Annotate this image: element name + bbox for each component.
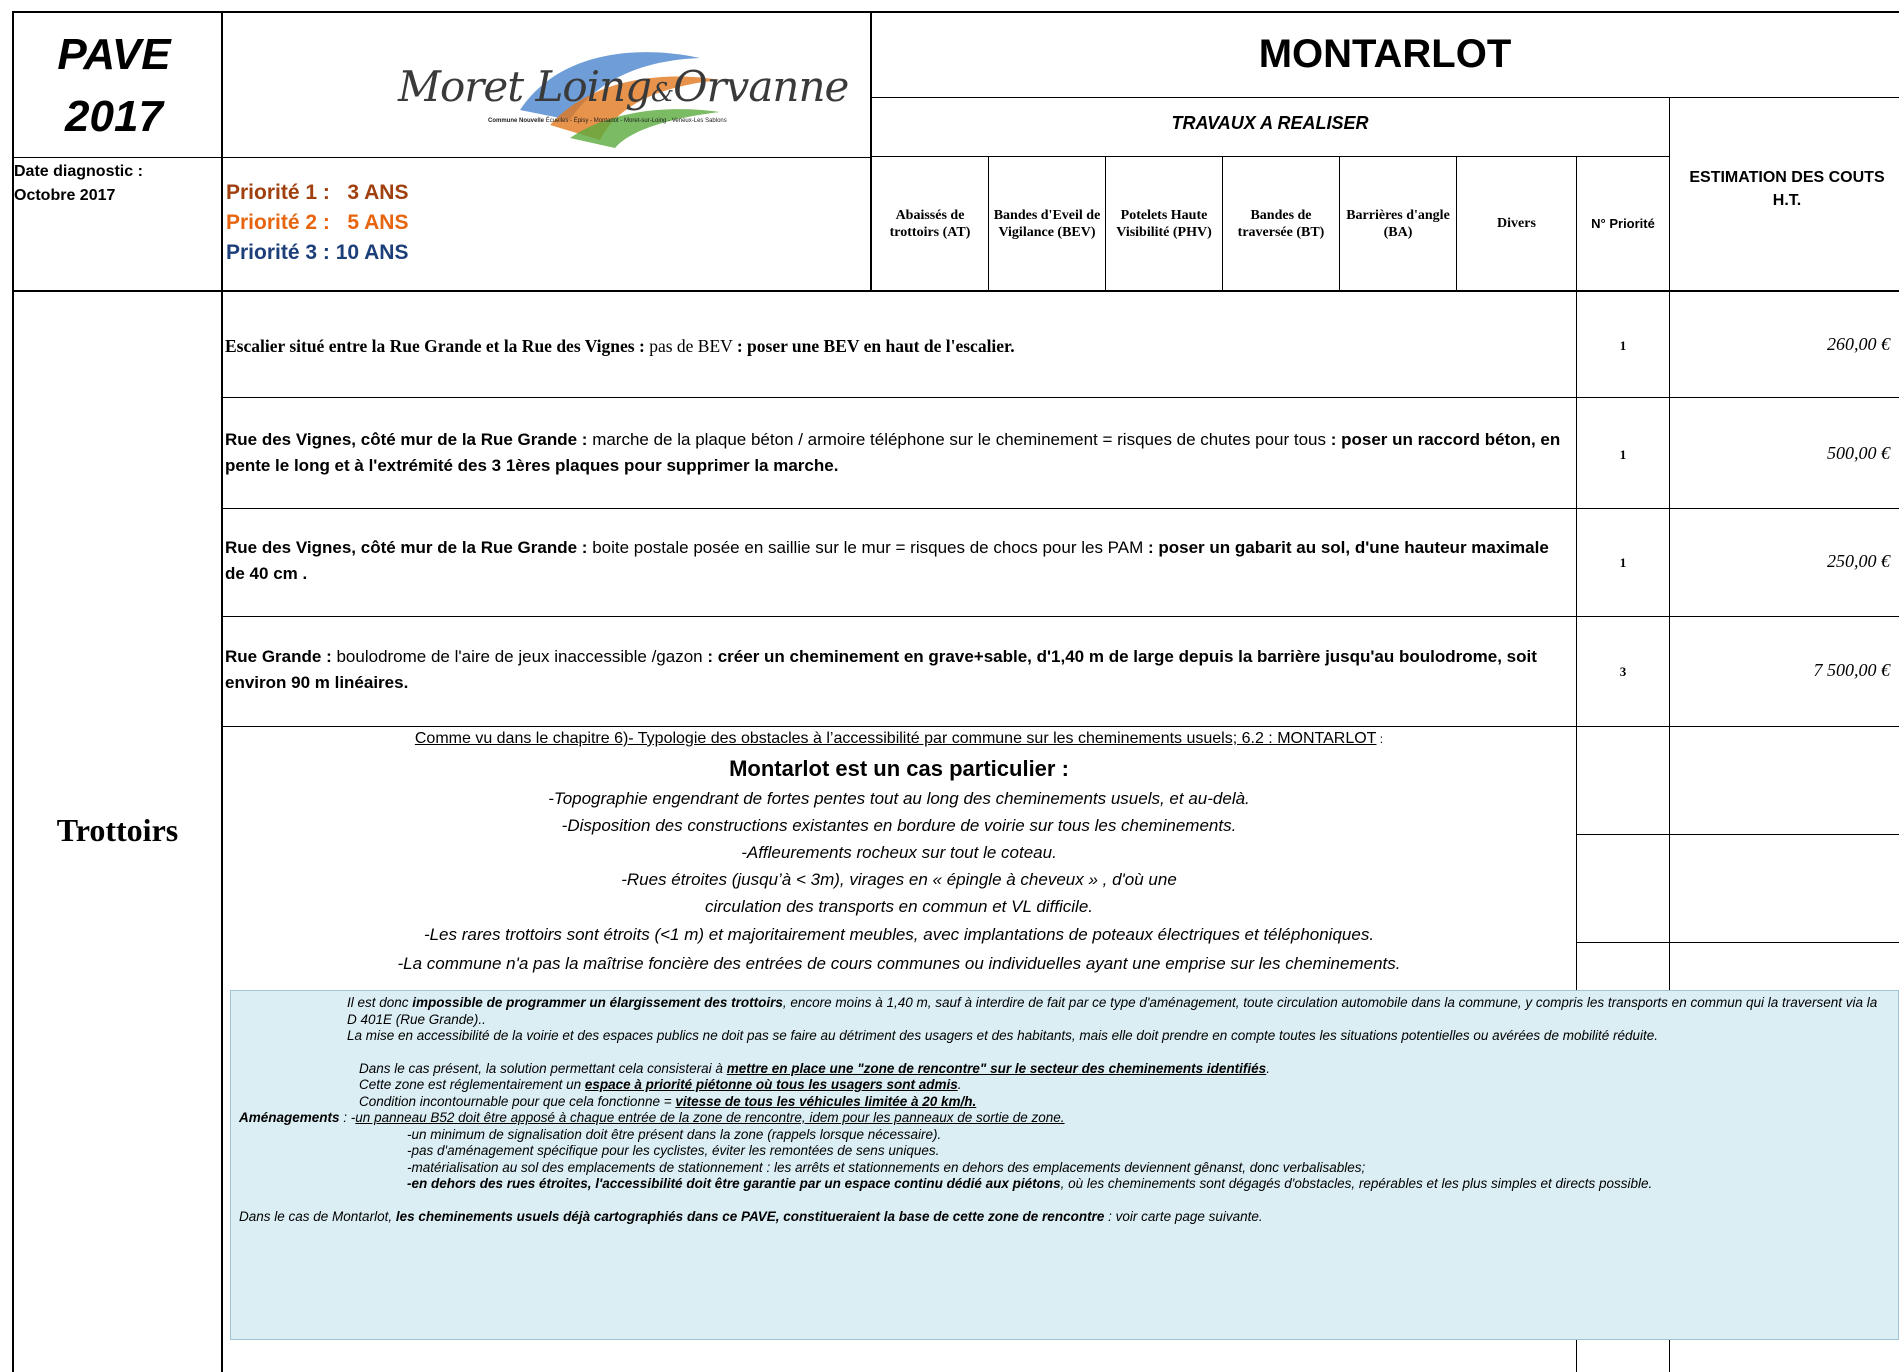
intro-heading: Montarlot est un cas particulier : [729, 756, 1069, 781]
note-paragraph: Cette zone est réglementairement un espace à priorité piétonne où tous les usagers sont admis. [359, 1077, 962, 1092]
line-under-logo [12, 157, 871, 158]
col-header-ba: Barrières d'angle (BA) [1346, 207, 1450, 240]
priority-col-left-lower [1576, 727, 1577, 990]
table-row-1-cost: 260,00 € [1827, 334, 1890, 354]
table-row-3-priority: 1 [1619, 555, 1627, 570]
row-separator [221, 726, 1899, 727]
row-separator [221, 397, 1899, 398]
logo-text-1: Moret Loing [398, 62, 651, 111]
date-value: Octobre 2017 [14, 187, 116, 204]
note-paragraph: La mise en accessibilité de la voirie et des espaces publics ne doit pas se faire au détriment des usagers et des habitants, mais elle doit prendre en compte toutes les situations potentielles ou avérées de mobilité réduite. [347, 1028, 1658, 1043]
note-list-item: -en dehors des rues étroites, l'accessibilité doit être garantie par un espace continu dédié aux piétons, où les cheminements sont dégagés d'obstacles, repérables et les plus simples et directs possible. [407, 1176, 1653, 1191]
priority-legend-2: Priorité 2 : 5 ANS [226, 211, 409, 234]
cost-title: ESTIMATION DES COUTS H.T. [1689, 169, 1885, 209]
priority-col-left-bottom [1576, 1340, 1577, 1372]
row-separator [221, 508, 1899, 509]
intro-line: -Rues étroites (jusqu’à < 3m), virages en « épingle à cheveux » , d'où une [621, 870, 1177, 889]
intro-reference: Comme vu dans le chapitre 6)- Typologie des obstacles à l’accessibilité par commune sur les cheminements usuels; 6.2 : MONTARLOT : [414, 730, 1384, 747]
table-row-3-cost: 250,00 € [1827, 551, 1890, 571]
note-spacer [239, 1045, 1890, 1061]
col-header-bt: Bandes de traversée (BT) [1237, 207, 1325, 240]
table-row-2-text: Rue des Vignes, côté mur de la Rue Grande : marche de la plaque béton / armoire téléphone sur le cheminement = risques de chutes pour tous : poser un raccord béton, en pente le long et à l'extrémité des 3 1ères plaques pour supprimer la marche. [225, 430, 1561, 475]
note-paragraph: Dans le cas de Montarlot, les cheminements usuels déjà cartographiés dans ce PAVE, constitueraient la base de cette zone de rencontre : voir carte page suivante. [239, 1208, 1263, 1224]
priority-legend-3: Priorité 3 : 10 ANS [226, 241, 409, 264]
col-header-bev: Bandes d'Eveil de Vigilance (BEV) [993, 207, 1101, 240]
logo-sub-2: Écuelles - Épisy - Montarlot - Moret-sur-Loing - Veneux-Les Sablons [545, 118, 727, 124]
table-row-3-text: Rue des Vignes, côté mur de la Rue Grande : boite postale posée en saillie sur le mur = risques de chocs pour les PAM : poser un gabarit au sol, d'une hauteur maximale de 40 cm . [225, 538, 1549, 583]
note-paragraph: Condition incontournable pour que cela fonctionne = vitesse de tous les véhicules limitée à 20 km/h. [359, 1093, 977, 1109]
logo-text-2: Orvanne [673, 62, 849, 111]
intro-line: -Disposition des constructions existantes en bordure de voirie sur tous les cheminements. [561, 816, 1237, 835]
pave-title: PAVE [57, 30, 171, 79]
commune-title: MONTARLOT [1258, 32, 1512, 76]
row-separator-right [1576, 942, 1899, 943]
intro-line: -Affleurements rocheux sur tout le coteau. [741, 843, 1057, 862]
note-paragraph: Il est donc impossible de programmer un élargissement des trottoirs, encore moins à 1,40 m, sauf à interdire de fait par ce type d'aménagement, toute circulation automobile dans la commune, y compris les transports en commun qui la traversent via la D 401E (Rue Grande).. [347, 995, 1878, 1027]
note-list-item: -matérialisation au sol des emplacements de stationnement : les arrêts et stationnements en dehors des emplacements deviennent gênanst, donc verbalisables; [407, 1159, 1366, 1175]
col-header-priority: N° Priorité [1591, 216, 1655, 231]
table-row-4-priority: 3 [1619, 664, 1627, 679]
row-separator-right [1576, 834, 1899, 835]
table-row-1-priority: 1 [1619, 338, 1627, 353]
priority-col-left [1576, 291, 1577, 727]
note-spacer [239, 1193, 1890, 1209]
intro-line: -Les rares trottoirs sont étroits (<1 m) et majoritairement meubles, avec implantations de poteaux électriques et téléphoniques. [423, 925, 1375, 944]
header-bottom [12, 290, 1899, 292]
row-separator [221, 616, 1899, 617]
priority-legend [226, 178, 408, 268]
logo [380, 40, 849, 150]
intro-line: circulation des transports en commun et VL difficile. [704, 897, 1094, 916]
pave-year: 2017 [65, 92, 163, 141]
table-row-2-priority: 1 [1619, 447, 1627, 462]
col-header-phv: Potelets Haute Visibilité (PHV) [1116, 207, 1212, 240]
border-left [12, 11, 14, 1372]
line-cost-left-header [1669, 97, 1670, 291]
table-row-4-cost: 7 500,00 € [1813, 660, 1890, 680]
intro-line: -La commune n'a pas la maîtrise foncière des entrées de cours communes ou individuelles ayant une emprise sur les cheminements. [397, 954, 1401, 973]
section-label: Trottoirs [56, 812, 179, 848]
note-box [230, 990, 1899, 1340]
line-under-commune [871, 97, 1899, 98]
priority-legend-1: Priorité 1 : 3 ANS [226, 181, 409, 204]
col-header-at: Abaissés de trottoirs (AT) [889, 207, 971, 240]
col-header-divers: Divers [1497, 216, 1536, 231]
works-title: TRAVAUX A REALISER [1171, 113, 1369, 133]
border-top [12, 11, 1899, 13]
logo-subtitle [488, 118, 727, 124]
note-list-item: -un minimum de signalisation doit être présent dans la zone (rappels lorsque nécessaire). [407, 1126, 942, 1142]
table-row-2-cost: 500,00 € [1827, 443, 1890, 463]
date-label: Date diagnostic : [14, 163, 143, 180]
logo-ampersand: & [651, 78, 674, 108]
col-divider-1 [221, 11, 223, 1372]
logo-sub-1: Commune Nouvelle [488, 118, 545, 124]
intro-line: -Topographie engendrant de fortes pentes tout au long des cheminements usuels, et au-delà. [548, 789, 1250, 808]
note-amenagements: Aménagements : -un panneau B52 doit être apposé à chaque entrée de la zone de rencontre, idem pour les panneaux de sortie de zone. [239, 1110, 1065, 1125]
note-paragraph: Dans le cas présent, la solution permettant cela consisterai à mettre en place une "zone de rencontre" sur le secteur des cheminements identifiés. [359, 1060, 1270, 1076]
logo-wordmark [398, 62, 848, 111]
table-row-4-text: Rue Grande : boulodrome de l'aire de jeux inaccessible /gazon : créer un cheminement en grave+sable, d'1,40 m de large depuis la barrière jusqu'au boulodrome, soit environ 90 m linéaires. [225, 647, 1537, 692]
note-list-item: -pas d'aménagement spécifique pour les cyclistes, éviter les remontées de sens uniques. [407, 1143, 940, 1158]
table-row-1-text: Escalier situé entre la Rue Grande et la Rue des Vignes : pas de BEV : poser une BEV en haut de l'escalier. [225, 336, 1015, 356]
